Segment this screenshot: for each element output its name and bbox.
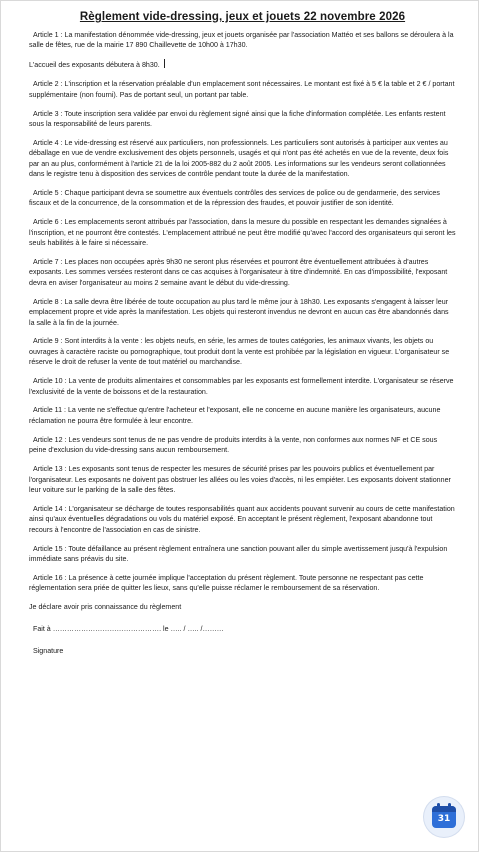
signature-label: Signature	[33, 647, 64, 656]
calendar-button[interactable]	[424, 797, 464, 837]
accueil-text: L'accueil des exposants débutera à 8h30.	[29, 61, 160, 70]
article-2: Article 2 : L'inscription et la réservation préalable d'un emplacement sont nécessaires. Le montant est fixé à 5 € la table et 2 € / portant supplémentaire (non fourni). Pas de portant seul, un portant par table.	[29, 80, 455, 99]
article-6: Article 6 : Les emplacements seront attribués par l'association, dans la mesure du possible en respectant les demandes signalées à l'inscription, et ne pourront être contestés. L'emplacement attribué ne peut être modifié qu'avec l'accord des organisateurs qui seront les seuls habilités à le faire si nécessaire.	[29, 218, 456, 248]
fait-a-line[interactable]: Fait à ………………………………………. le ….. / ….. /………	[33, 625, 224, 634]
article-5: Article 5 : Chaque participant devra se soumettre aux éventuels contrôles des services de police ou de gendarmerie, des services fiscaux et de la concurrence, de la consommation et de la répression des fraudes, et pouvoir justifier de son identité.	[29, 188, 440, 208]
calendar-day: 31	[437, 814, 451, 824]
document-title: Règlement vide-dressing, jeux et jouets 22 novembre 2026	[79, 11, 406, 23]
article-3: Article 3 : Toute inscription sera validée par envoi du règlement signé ainsi que la fiche d'information complétée. Les enfants restent sous la responsabilité de leurs parents.	[29, 109, 446, 128]
text-cursor	[164, 59, 165, 68]
article-13: Article 13 : Les exposants sont tenus de respecter les mesures de sécurité prises par les pouvoirs publics et éventuellement par l'organisateur. Les exposants ne doivent pas obstruer les allées ou les voies d'accès, ni les empiéter. Les exposants doivent stationner leur voiture sur le parking de la salle des fêtes.	[29, 465, 451, 494]
accueil-note	[29, 59, 456, 70]
article-10: Article 10 : La vente de produits alimentaires et consommables par les exposants est formellement interdite. L'organisateur se réserve l'exclusivité de la vente de boissons et de la restauration.	[29, 377, 454, 396]
calendar-ring-left	[437, 803, 440, 809]
article-1: Article 1 : La manifestation dénommée vide-dressing, jeux et jouets organisée par l'association Mattéo et ses ballons se déroulera à la salle de fêtes, rue de la mairie 17 890 Chaillevette de 10h00 à 17h30.	[29, 31, 454, 50]
calendar-icon	[432, 806, 456, 828]
article-14: Article 14 : L'organisateur se décharge de toutes responsabilités quant aux accidents pouvant survenir au cours de cette manifestation ainsi qu'aux éventuelles dégradations ou vols du matériel exposé. En acceptant le présent règlement, l'exposant abandonne tout recours à l'encontre de l'association en cas de sinistre.	[29, 504, 455, 534]
declaration-line: Je déclare avoir pris connaissance du règlement	[29, 603, 182, 612]
article-4: Article 4 : Le vide-dressing est réservé aux particuliers, non professionnels. Les particuliers sont autorisés à participer aux ventes au déballage en vue de vendre exclusivement des objets personnels, usagés et qui n'ont pas été achetés en vue de la revente, deux fois par an au plus, conformément à l'article 21 de la loi 2005-882 du 2 août 2005. Les informations sur les vendeurs seront collationnées dans le registre tenu à disposition des services de contrôle pendant toute la durée de la manifestation.	[29, 138, 449, 179]
article-11: Article 11 : La vente ne s'effectue qu'entre l'acheteur et l'exposant, elle ne concerne en aucune manière les organisateurs, aucune réclamation ne pourra être formulée à leur encontre.	[29, 406, 441, 425]
calendar-ring-right	[448, 803, 451, 809]
article-16: Article 16 : La présence à cette journée implique l'acceptation du présent règlement. Toute personne ne respectant pas cette réglementation sera priée de quitter les lieux, sans qu'elle puisse réclamer le remboursement de sa réservation.	[29, 573, 424, 593]
article-15: Article 15 : Toute défaillance au présent règlement entraînera une sanction pouvant aller du simple avertissement jusqu'à l'expulsion immédiate sans préavis du site.	[29, 544, 448, 563]
calendar-header-bar	[432, 806, 456, 812]
article-7: Article 7 : Les places non occupées après 9h30 ne seront plus réservées et pourront être éventuellement attribuées à d'autres exposants. Les sommes versées resteront dans ce cas acquises à l'organisateur à titre d'indemnité. En cas d'impossibilité, l'exposant devra en aviser l'organisateur au moins 2 semaine avant le début du vide-dressing.	[29, 258, 448, 287]
article-9: Article 9 : Sont interdits à la vente : les objets neufs, en série, les armes de toutes catégories, les animaux vivants, les objets ou ouvrages à caractère raciste ou pornographique, tout produit dont la vente est prohibée par la législation en vigueur. L'organisateur se réserve le droit de refuser la vente de tout matériel ou marchandise.	[29, 337, 450, 367]
article-8: Article 8 : La salle devra être libérée de toute occupation au plus tard le même jour à 18h30. Les exposants s'engagent à laisser leur emplacement propre et vide après la manifestation. Les objets qui resteront invendus ne devront en aucun cas être abandonnés dans la salle à la fin de la journée.	[29, 297, 449, 327]
article-12: Article 12 : Les vendeurs sont tenus de ne pas vendre de produits interdits à la vente, non conformes aux normes NF et CE sous peine d'exclusion du vide-dressing sans aucun remboursement.	[29, 435, 438, 455]
